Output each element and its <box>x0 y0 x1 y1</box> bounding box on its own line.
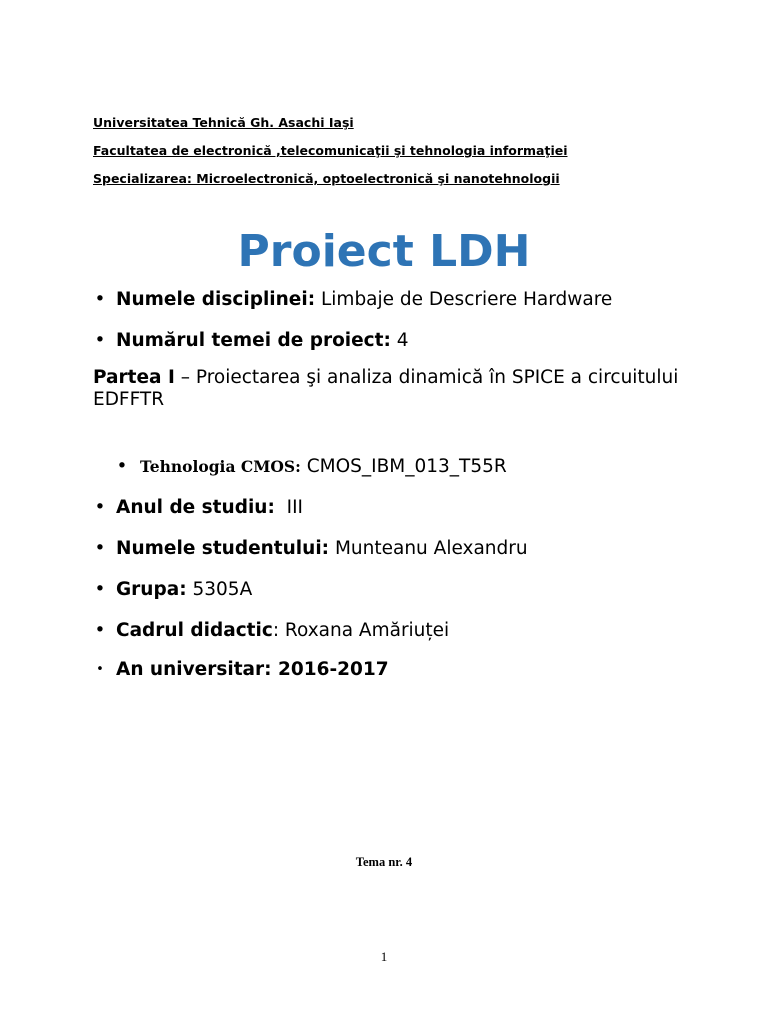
part-description <box>93 367 693 411</box>
academic-year-label: An universitar: 2016-2017 <box>116 659 389 680</box>
discipline-value: Limbaje de Descriere Hardware <box>315 289 613 310</box>
year-value: III <box>274 497 303 518</box>
theme-number-value: 4 <box>390 330 409 351</box>
bullet: • <box>94 330 106 351</box>
specialization-line: Specializarea: Microelectronică, optoelectronică şi nanotehnologii <box>93 171 560 186</box>
part-text: – Proiectarea şi analiza dinamică în SPICE a circuitului EDFFTR <box>93 367 679 410</box>
part-label: Partea I <box>93 367 175 388</box>
bullet: • <box>94 538 106 559</box>
group-value: 5305A <box>186 579 253 600</box>
bullet: • <box>96 662 104 677</box>
technology-value: CMOS_IBM_013_T55R <box>300 456 507 477</box>
year-label: Anul de studiu: <box>116 497 275 518</box>
student-label: Numele studentului: <box>116 538 330 559</box>
student-value: Munteanu Alexandru <box>329 538 528 559</box>
bullet: • <box>94 289 106 310</box>
bullet: • <box>116 456 128 477</box>
teacher-label: Cadrul didactic <box>116 620 273 641</box>
university-line: Universitatea Tehnică Gh. Asachi Iaşi <box>93 115 354 130</box>
bullet: • <box>94 620 106 641</box>
page-title: Proiect LDH <box>237 226 531 277</box>
page-number: 1 <box>380 949 388 964</box>
technology-label: Tehnologia CMOS: <box>140 457 301 476</box>
bullet: • <box>94 497 106 518</box>
theme-number-label: Numărul temei de proiect: <box>116 330 391 351</box>
theme-footer: Tema nr. 4 <box>355 855 413 869</box>
group-label: Grupa: <box>116 579 187 600</box>
faculty-line: Facultatea de electronică ,telecomunicaţii şi tehnologia informaţiei <box>93 143 568 158</box>
discipline-label: Numele disciplinei: <box>116 289 316 310</box>
bullet: • <box>94 579 106 600</box>
teacher-value: : Roxana Amăriuței <box>272 620 450 641</box>
